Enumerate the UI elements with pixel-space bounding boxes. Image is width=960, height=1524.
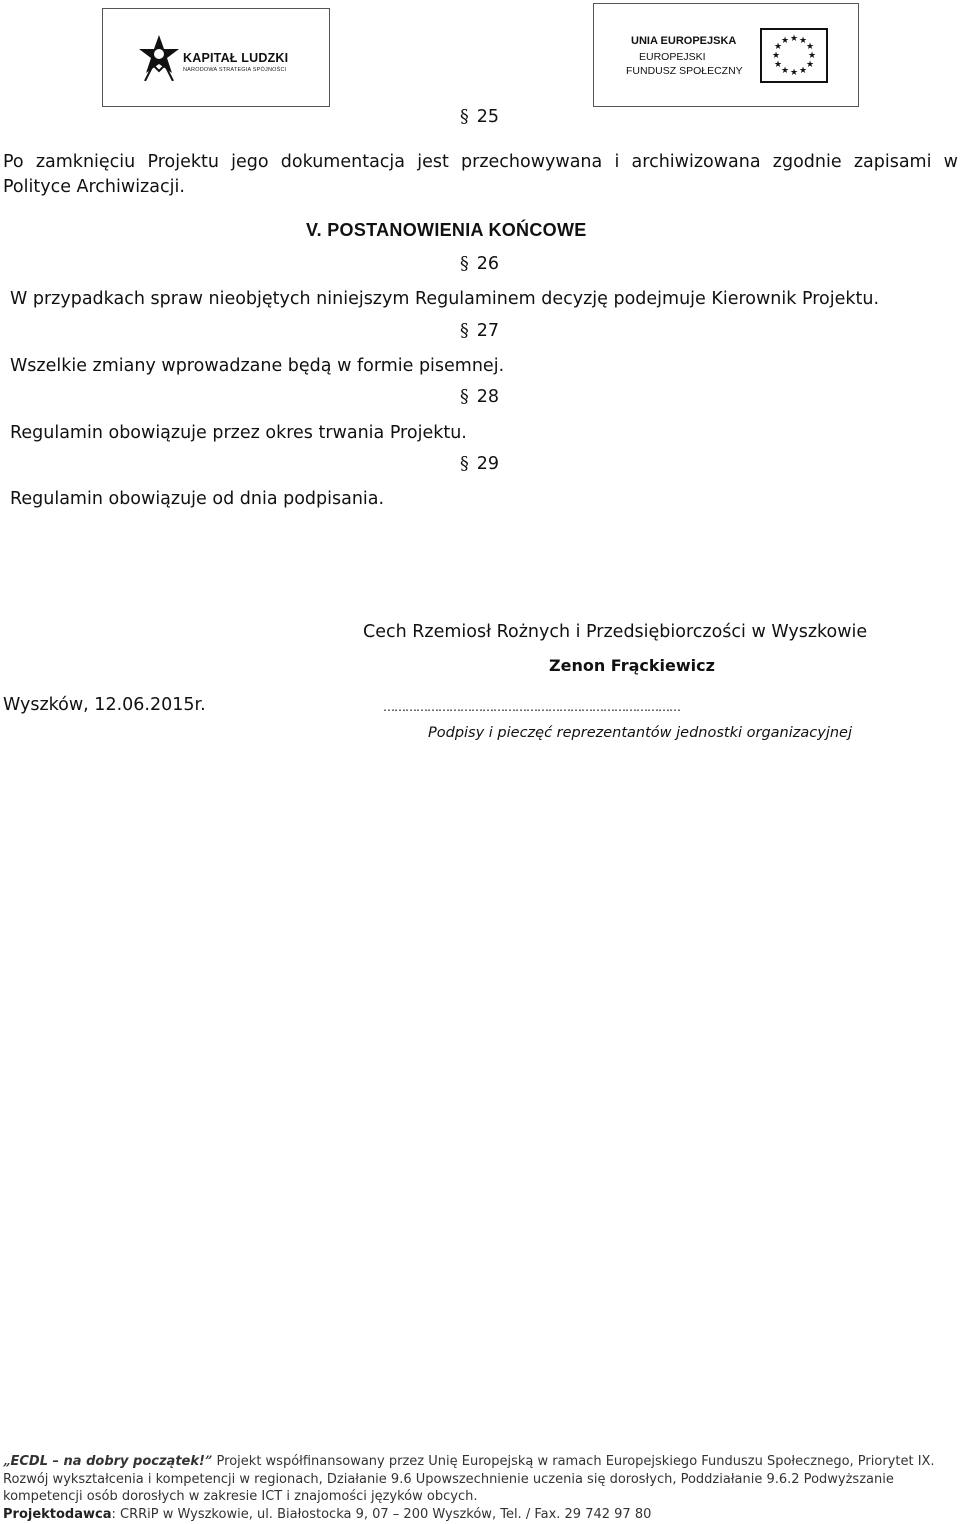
footer-open-quote: „ [3, 1454, 11, 1469]
section-number: 28 [476, 387, 500, 407]
svg-text:★: ★ [773, 42, 783, 52]
svg-text:★: ★ [805, 42, 815, 52]
section-mark: § [460, 387, 469, 407]
svg-text:★: ★ [773, 60, 783, 70]
footer [3, 1453, 957, 1523]
section-26-heading [460, 254, 499, 274]
svg-text:★: ★ [798, 36, 808, 46]
section-27-heading [460, 321, 499, 341]
svg-text:★: ★ [798, 66, 808, 76]
svg-text:★: ★ [807, 51, 817, 61]
logo-left-subtitle: NARODOWA STRATEGIA SPÓJNOŚCI [183, 67, 287, 73]
kapital-ludzki-emblem-icon [139, 35, 179, 81]
section-number: 27 [476, 321, 500, 341]
chapter-heading: V. POSTANOWIENIA KOŃCOWE [306, 220, 587, 240]
svg-text:★: ★ [780, 66, 790, 76]
svg-text:★: ★ [805, 60, 815, 70]
section-29-heading [460, 454, 499, 474]
signature-organization: Cech Rzemiosł Rożnych i Przedsiębiorczości w Wyszkowie [363, 622, 868, 642]
section-28-text: Regulamin obowiązuje przez okres trwania Projektu. [10, 423, 467, 443]
section-26-text: W przypadkach spraw nieobjętych niniejszym Regulaminem decyzję podejmuje Kierownik Projektu. [10, 289, 880, 309]
footer-close-quote: ” [204, 1454, 213, 1469]
section-25-text: Po zamknięciu Projektu jego dokumentacja jest przechowywana i archiwizowana zgodnie zapisami w Polityce Archiwizacji. [3, 152, 958, 197]
footer-projektodawca-label: Projektodawca [3, 1506, 112, 1522]
logo-right-line1: UNIA EUROPEJSKA [631, 35, 737, 47]
eu-efs-logo [593, 3, 859, 107]
svg-text:★: ★ [789, 68, 799, 78]
footer-projektodawca-text: : CRRiP w Wyszkowie, ul. Białostocka 9, 07 – 200 Wyszków, Tel. / Fax. 29 742 97 80 [111, 1506, 652, 1522]
section-number: 29 [476, 454, 500, 474]
section-25-heading [460, 107, 499, 127]
section-mark: § [460, 254, 469, 274]
section-number: 26 [476, 254, 500, 274]
footer-project-info: Projekt współfinansowany przez Unię Europejską w ramach Europejskiego Funduszu Społecznego, Priorytet IX. Rozwój wykształcenia i kompetencji w regionach, Działanie 9.6 Upowszechnienie uczenia się dorosłych, Poddziałanie 9.6.2 Podwyższanie kompetencji osób dorosłych w zakresie ICT i znajomości języków obcych. [3, 1454, 935, 1504]
logo-left-title: KAPITAŁ LUDZKI [183, 51, 289, 65]
section-29-text: Regulamin obowiązuje od dnia podpisania. [10, 489, 385, 509]
signatory-name: Zenon Frąckiewicz [549, 656, 715, 675]
section-mark: § [460, 321, 469, 341]
eu-flag-icon [760, 28, 828, 83]
svg-text:★: ★ [789, 34, 799, 44]
section-28-heading [460, 387, 499, 407]
section-mark: § [460, 107, 469, 127]
signature-line: ……………………………………………………………………… [383, 700, 680, 714]
section-mark: § [460, 454, 469, 474]
kapital-ludzki-logo [102, 8, 330, 107]
svg-text:★: ★ [780, 36, 790, 46]
logo-right-line3: FUNDUSZ SPOŁECZNY [626, 65, 743, 77]
logo-right-line2: EUROPEJSKI [639, 51, 706, 63]
place-date: Wyszków, 12.06.2015r. [3, 695, 206, 715]
section-number: 25 [476, 107, 500, 127]
signature-caption: Podpisy i pieczęć reprezentantów jednostki organizacyjnej [428, 725, 852, 741]
svg-text:★: ★ [771, 51, 781, 61]
footer-ecdl: ECDL – na dobry początek! [10, 1454, 205, 1469]
section-27-text: Wszelkie zmiany wprowadzane będą w formie pisemnej. [10, 356, 505, 376]
